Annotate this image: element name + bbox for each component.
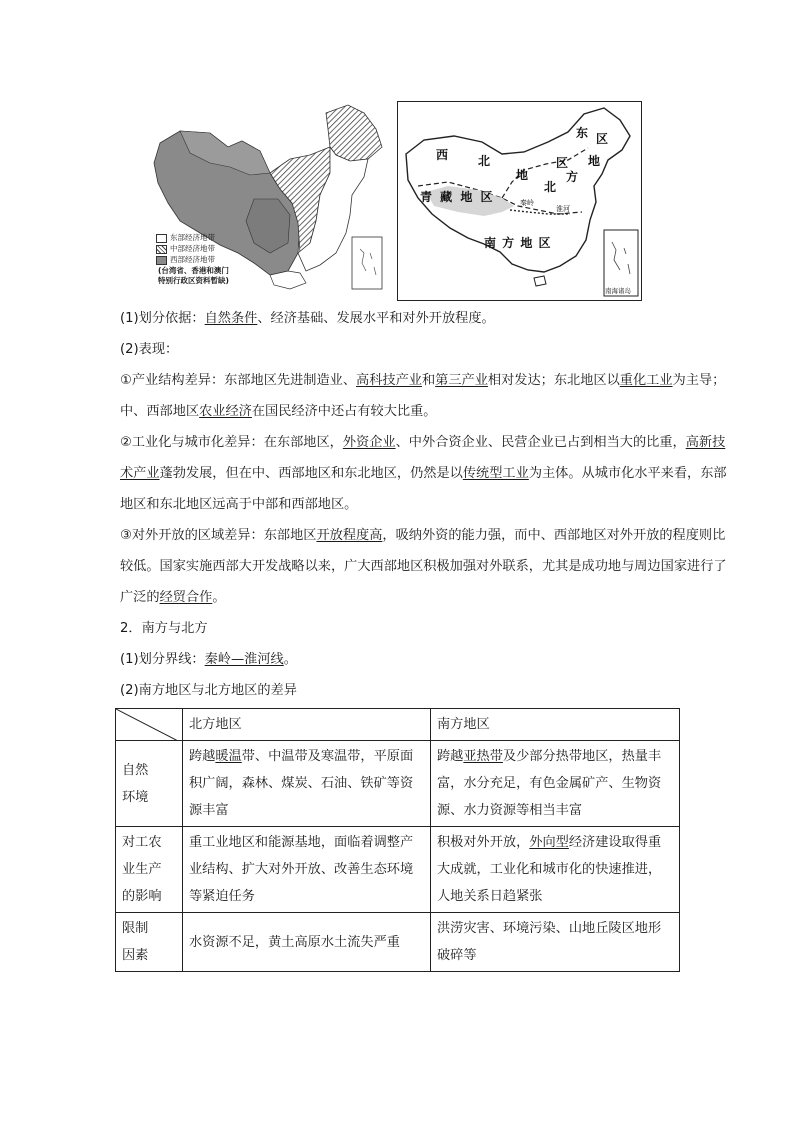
section-heading-north-south: 2．南方与北方: [120, 621, 208, 636]
label-bei: 北: [478, 154, 491, 168]
text-segment: 、中外合资企业、民营企业已占到相当大的比重，: [395, 435, 686, 450]
header-south: 南方地区: [431, 709, 680, 741]
text-segment: 为主体。从城市化水平来看，东部: [528, 466, 727, 481]
text-segment: 蓬勃发展，但在中、西部地区和东北地区，仍然是以: [159, 466, 463, 481]
text-segment: ，吸纳外资的能力强，而中、西部地区对外开放的程度则比: [382, 528, 726, 543]
text-segment: (1)划分依据：: [120, 311, 205, 326]
table-row: [116, 741, 680, 827]
text-segment: 中、西部地区: [120, 404, 200, 419]
row-label-limits: [116, 913, 183, 972]
row-label-line: 业生产: [122, 862, 162, 877]
underlined-term: 传统型工业: [462, 466, 529, 481]
row-label-line: 自然: [122, 762, 149, 778]
row-label-line: 限制: [122, 921, 149, 936]
underlined-term: 自然条件: [204, 311, 258, 326]
text-segment: ①产业结构差异：东部地区先进制造业、: [120, 373, 357, 388]
cell-line: 积广阔，森林、煤炭、石油、铁矿等资: [189, 776, 414, 791]
text-segment: ③对外开放的区域差异：东部地区: [120, 528, 317, 543]
table-corner-cell: [116, 709, 183, 741]
legend-west-label: 西部经济地带: [170, 255, 215, 264]
cell-line: 大成就，工业化和城市化的快速推进，: [437, 862, 662, 877]
row-label-impact: [116, 827, 183, 913]
label-qinling: 秦岭: [520, 199, 534, 207]
cell-line: 破碎等: [437, 948, 477, 963]
label-di2: 地: [588, 154, 601, 168]
legend-east-swatch: [156, 234, 167, 243]
label-inset: 南海诸岛: [605, 287, 631, 295]
row-label-line: 的影响: [122, 889, 162, 904]
underlined-term: 外向型: [529, 835, 569, 850]
table-row: [116, 913, 680, 972]
line-division-basis: [120, 309, 495, 329]
north-south-comparison-table: [115, 708, 680, 972]
legend-central: [156, 244, 215, 254]
label-dong: 东: [576, 126, 589, 140]
label-fang: 方: [566, 170, 579, 184]
line-differences-heading: (2)南方地区与北方地区的差异: [120, 683, 297, 698]
line-opening-2: 较低。国家实施西部大开发战略以来，广大西部地区积极加强对外联系，尤其是成功地与周边国家进行了: [120, 559, 727, 574]
label-di1: 地: [516, 168, 529, 182]
line-performance-heading: (2)表现：: [120, 342, 179, 357]
row-label-line: 环境: [122, 789, 149, 805]
row-label-line: 因素: [122, 948, 149, 963]
cell-line: 重工业地区和能源基地，面临着调整产: [189, 835, 414, 850]
cell-north-limits: [183, 913, 431, 972]
legend-note-2: 特别行政区资料暂缺): [158, 276, 229, 285]
cell-line: 人地关系日趋紧张: [437, 889, 543, 904]
legend-west-swatch: [156, 256, 167, 265]
text-segment: 。: [212, 590, 226, 605]
cell-south-limits: [431, 913, 680, 972]
underlined-term: 高新技: [685, 435, 726, 450]
cell-line: 积极对外开放，外向型经济建设取得重: [437, 835, 662, 850]
economic-zones-map: [150, 103, 388, 299]
cell-south-nature: [431, 741, 680, 827]
cell-north-nature: [183, 741, 431, 827]
table-header-row: [116, 709, 680, 741]
row-label-line: 对工农: [122, 835, 162, 850]
cell-line: 洪涝灾害、环境污染、山地丘陵区地形: [437, 921, 662, 936]
text-segment: 、经济基础、发展水平和对外开放程度。: [257, 311, 495, 326]
text-segment: (1)划分界线：: [120, 652, 205, 667]
underlined-term: 高科技产业: [356, 373, 422, 388]
underlined-term: 术产业: [120, 466, 160, 481]
legend-east: [156, 233, 215, 243]
cell-line: 跨越亚热带及少部分热带地区，热量丰: [437, 749, 662, 764]
line-opening-1: [120, 526, 725, 546]
text-segment: 为主导；: [672, 373, 726, 388]
legend-central-label: 中部经济地带: [170, 244, 215, 253]
text-segment: 和: [421, 373, 436, 388]
legend-east-label: 东部经济地带: [170, 233, 215, 242]
text-segment: 。: [283, 652, 297, 667]
text-segment: ②工业化与城市化差异：在东部地区，: [120, 435, 343, 450]
legend-west: [156, 255, 215, 265]
underlined-term: 暖温: [215, 749, 242, 764]
underlined-term: 亚热带: [463, 749, 503, 764]
line-urban-2: [120, 464, 727, 484]
text-segment: 在国民经济中还占有较大比重。: [251, 404, 437, 419]
label-xi: 西: [436, 148, 449, 162]
cell-line: 水资源不足，黄土高原水土流失严重: [189, 934, 400, 950]
four-regions-map: [397, 101, 642, 301]
label-qu2: 区: [596, 132, 609, 146]
line-opening-3: [120, 588, 226, 608]
row-label-nature: [116, 741, 183, 827]
line-industry-2: [120, 402, 437, 422]
cell-north-impact: [183, 827, 431, 913]
line-industry-1: [120, 371, 725, 391]
underlined-term: 外资企业: [342, 435, 396, 450]
line-boundary: [120, 650, 297, 670]
underlined-term: 重化工业: [619, 373, 673, 388]
text-segment: 广泛的: [120, 590, 160, 605]
label-qingzang: 青 藏 地 区: [420, 190, 495, 204]
label-huaihe: 淮河: [556, 205, 570, 213]
cell-south-impact: [431, 827, 680, 913]
line-urban-3: 地区和东北地区远高于中部和西部地区。: [120, 497, 358, 512]
legend-note-1: (台湾省、香港和澳门: [158, 266, 229, 275]
cell-line: 源丰富: [189, 803, 229, 818]
cell-line: 业结构、扩大对外开放、改善生态环境: [189, 862, 414, 877]
diagonal-line: [116, 709, 182, 741]
legend-central-swatch: [156, 245, 167, 254]
header-north: 北方地区: [183, 709, 431, 741]
underlined-term: 秦岭—淮河线: [204, 652, 284, 667]
cell-line: 等紧迫任务: [189, 889, 255, 904]
table-row: [116, 827, 680, 913]
underlined-term: 第三产业: [435, 373, 488, 388]
text-segment: 相对发达；东北地区以: [487, 373, 620, 388]
line-urban-1: [120, 433, 725, 453]
cell-line: 富，水分充足，有色金属矿产、生物资: [437, 776, 662, 791]
underlined-term: 经贸合作: [159, 590, 213, 605]
underlined-term: 农业经济: [199, 404, 252, 419]
cell-line: 源、水力资源等相当丰富: [437, 803, 583, 818]
label-qu1: 区: [556, 156, 569, 170]
cell-line: 跨越暖温带、中温带及寒温带，平原面: [189, 749, 414, 764]
label-nanfang: 南 方 地 区: [484, 236, 552, 250]
label-bei2: 北: [544, 180, 557, 194]
underlined-term: 开放程度高: [316, 528, 383, 543]
